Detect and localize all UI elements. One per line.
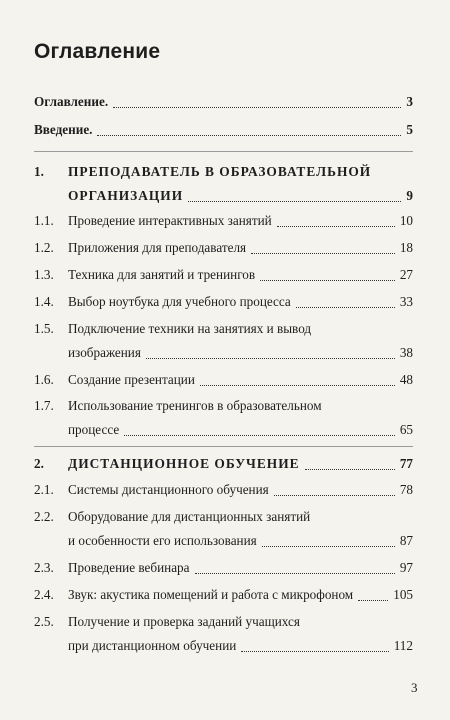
section-title: Создание презентации [68,372,195,387]
section-title: Выбор ноутбука для учебного процесса [68,294,291,309]
chapter-page: 77 [399,456,413,471]
dot-leader [188,200,401,202]
dot-leader [296,306,395,308]
section-page: 97 [399,560,413,575]
chapter-number: 2. [34,456,44,471]
section-number: 1.7. [34,398,54,413]
page-number: 3 [411,680,418,695]
chapter-title-line-1: ПРЕПОДАВАТЕЛЬ В ОБРАЗОВАТЕЛЬНОЙ [68,164,372,179]
section-number: 1.2. [34,240,54,255]
dot-leader [262,545,395,547]
section-page: 10 [399,213,413,228]
dot-leader [274,494,395,496]
section-title: Приложения для преподавателя [68,240,247,255]
chapter-page: 9 [406,188,413,203]
section-title: Системы дистанционного обучения [68,482,269,497]
chapter-title-line-2: ОРГАНИЗАЦИИ [68,188,184,203]
toc-section-1-6[interactable] [34,368,413,392]
section-number: 1.6. [34,372,54,387]
toc-section-1-4[interactable] [34,290,413,314]
chapter-number: 1. [34,164,44,179]
page-title: Оглавление [34,40,161,63]
section-number: 2.3. [34,560,54,575]
section-page: 33 [399,294,413,309]
section-title-line-2: при дистанционном обучении [68,638,237,653]
section-number: 1.5. [34,321,54,336]
toc-section-1-1[interactable] [34,209,413,233]
section-title-line-2: и особенности его использования [68,533,257,548]
divider [34,151,413,152]
toc-chapter-2[interactable] [34,452,413,476]
section-number: 2.2. [34,509,54,524]
section-page: 48 [399,372,413,387]
section-title-line-2: процессе [68,422,120,437]
section-page: 87 [399,533,413,548]
toc-section-2-3[interactable] [34,556,413,580]
dot-leader [200,384,395,386]
section-title-line-1: Оборудование для дистанционных занятий [68,509,311,524]
dot-leader [305,468,395,470]
toc-section-2-4[interactable] [34,583,413,607]
entry-page: 5 [406,122,413,137]
toc-section-1-3[interactable] [34,263,413,287]
toc-section-2-5[interactable] [34,610,413,658]
section-page: 65 [399,422,413,437]
section-page: 105 [393,587,413,602]
toc-entry-front-2[interactable]: Введение . 5 [34,118,413,142]
chapter-title: ДИСТАНЦИОННОЕ ОБУЧЕНИЕ [68,456,300,471]
section-page: 78 [399,482,413,497]
section-number: 1.1. [34,213,54,228]
dot-leader [195,572,395,574]
section-title: Техника для занятий и тренингов [68,267,256,282]
dot-leader [146,357,395,359]
entry-title: Введение [34,122,90,137]
entry-page: 3 [406,94,413,109]
section-title-line-2: изображения [68,345,141,360]
dot-leader [358,599,388,601]
toc-entry-front-1[interactable]: Оглавление . 3 [34,90,413,114]
toc-section-2-2[interactable] [34,505,413,553]
toc-chapter-1[interactable] [34,160,413,208]
toc-section-1-7[interactable] [34,394,413,442]
section-title: Звук: акустика помещений и работа с микрофоном [68,587,354,602]
toc-section-2-1[interactable] [34,478,413,502]
section-number: 2.4. [34,587,54,602]
dot-leader [277,225,395,227]
section-number: 1.3. [34,267,54,282]
section-title-line-1: Подключение техники на занятиях и вывод [68,321,312,336]
section-number: 1.4. [34,294,54,309]
dot-leader [113,106,401,108]
section-title-line-1: Использование тренингов в образовательном [68,398,322,413]
entry-title: Оглавление [34,94,105,109]
section-title: Проведение вебинара [68,560,190,575]
section-page: 18 [399,240,413,255]
section-number: 2.1. [34,482,54,497]
divider [34,446,413,447]
dot-leader [260,279,395,281]
toc-section-1-5[interactable] [34,317,413,365]
toc-section-1-2[interactable] [34,236,413,260]
dot-leader [97,134,401,136]
dot-leader [251,252,395,254]
section-page: 38 [399,345,413,360]
section-page: 112 [393,638,413,653]
dot-leader [241,650,388,652]
section-title: Проведение интерактивных занятий [68,213,272,228]
section-title-line-1: Получение и проверка заданий учащихся [68,614,300,629]
section-number: 2.5. [34,614,54,629]
dot-leader [124,434,395,436]
section-page: 27 [399,267,413,282]
